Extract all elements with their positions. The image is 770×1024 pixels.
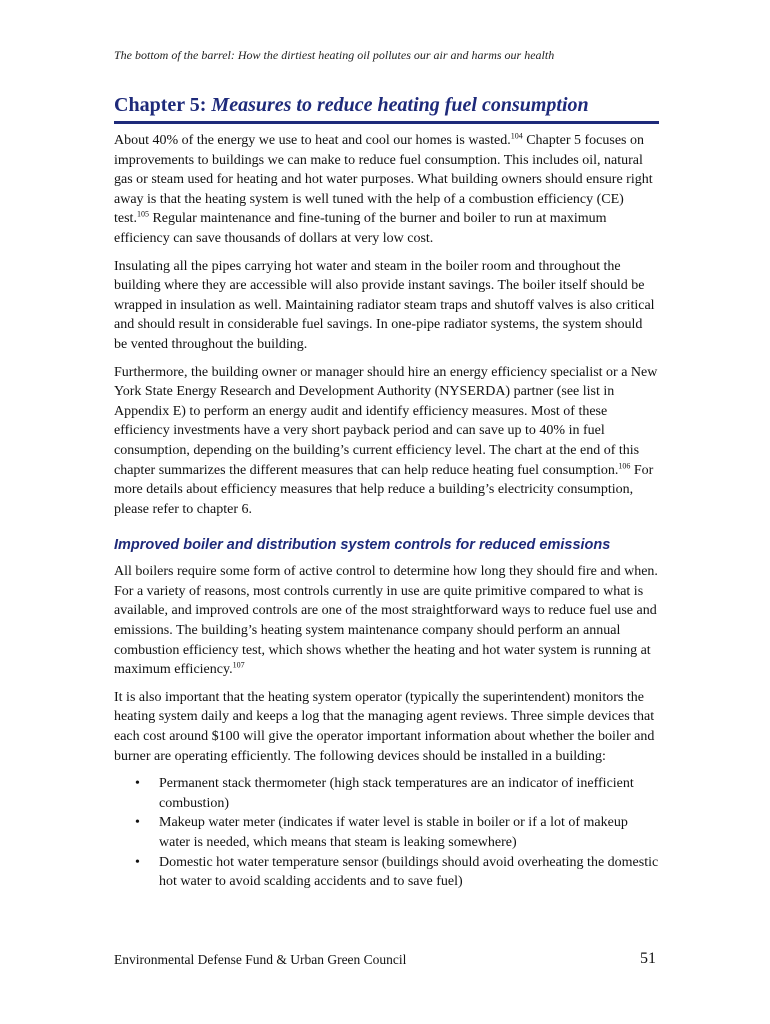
paragraph-text: Chapter 5 focuses on improvements to buildings we can make to reduce fuel consumption. This includes oil, natural gas or steam used for heating and hot water purposes. What building owners should ensure right away is that the heating system is well tuned with the help of a combustion efficiency (CE) test. xyxy=(114,133,653,227)
list-item: • Domestic hot water temperature sensor (buildings should avoid overheating the domestic hot water to avoid scalding accidents and to save fuel) xyxy=(159,853,659,892)
page-number: 51 xyxy=(640,950,656,967)
paragraph-text: About 40% of the energy we use to heat and cool our homes is wasted. xyxy=(114,133,511,148)
section-paragraphs xyxy=(114,562,659,766)
body-paragraph xyxy=(114,363,659,520)
intro-paragraphs xyxy=(114,131,659,519)
paragraph-text: For more details about efficiency measures that help reduce a building’s electricity consumption, please refer to chapter 6. xyxy=(114,462,654,517)
body-paragraph xyxy=(114,257,659,355)
chapter-title-text: Measures to reduce heating fuel consumption xyxy=(211,94,589,116)
list-item: • Permanent stack thermometer (high stack temperatures are an indicator of inefficient combustion) xyxy=(159,774,659,813)
section-heading: Improved boiler and distribution system controls for reduced emissions xyxy=(114,537,611,554)
paragraph-text: All boilers require some form of active control to determine how long they should fire and when. For a variety of reasons, most controls currently in use are quite primitive compared to what is available, and improved controls are one of the most straightforward ways to reduce fuel use and emissions. The building’s heating system maintenance company should perform an annual combustion efficiency test, which shows whether the heating and hot water system is running at maximum efficiency. xyxy=(114,564,658,678)
chapter-title xyxy=(114,92,659,124)
footnote-ref: 107 xyxy=(232,660,245,670)
list-item: • Makeup water meter (indicates if water level is stable in boiler or if a lot of makeup water is needed, which means that steam is leaking somewhere) xyxy=(159,813,659,852)
running-header: The bottom of the barrel: How the dirtiest heating oil pollutes our air and harms our health xyxy=(114,48,555,62)
footnote-ref: 104 xyxy=(510,131,523,141)
body-paragraph xyxy=(114,562,659,680)
footnote-ref: 105 xyxy=(136,209,149,219)
footnote-ref: 106 xyxy=(618,460,631,470)
paragraph-text: Regular maintenance and fine-tuning of the burner and boiler to run at maximum efficiency can save thousands of dollars at very low cost. xyxy=(114,211,607,246)
paragraph-text: Insulating all the pipes carrying hot water and steam in the boiler room and throughout the building where they are accessible will also provide instant savings. The boiler itself should be wrapped in insulation as well. Maintaining radiator steam traps and shutoff valves is also critical and should result in considerable fuel savings. In one-pipe radiator systems, the system should be vented throughout the building. xyxy=(114,258,655,352)
footer-organizations: Environmental Defense Fund & Urban Green Council xyxy=(114,952,407,967)
body-paragraph xyxy=(114,131,659,249)
chapter-prefix: Chapter 5: xyxy=(114,94,207,116)
main-content xyxy=(114,131,659,892)
paragraph-text: Furthermore, the building owner or manager should hire an energy efficiency specialist or a New York State Energy Research and Development Authority (NYSERDA) partner (see list in Appendix E) to perform an energy audit and identify efficiency measures. Most of these efficiency investments have a very short payback period and can save up to 40% in fuel consumption, depending on the building’s current efficiency level. The chart at the end of this chapter summarizes the different measures that can help reduce heating fuel consumption. xyxy=(114,364,658,478)
body-paragraph xyxy=(114,688,659,766)
device-list xyxy=(114,774,659,892)
paragraph-text: It is also important that the heating system operator (typically the superintendent) monitors the heating system daily and keeps a log that the managing agent reviews. Three simple devices that each cost around $100 will give the operator important information about whether the boiler and burner are operating efficiently. The following devices should be installed in a building: xyxy=(114,689,655,764)
